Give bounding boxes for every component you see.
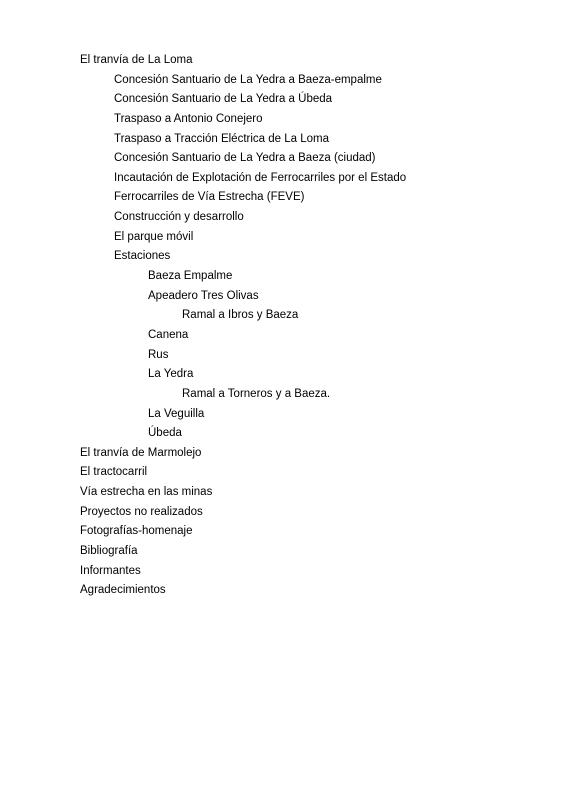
toc-entry-canena: Canena <box>148 328 189 341</box>
toc-entry-tranvia-marmolejo: El tranvía de Marmolejo <box>80 446 202 459</box>
table-of-contents <box>80 51 406 601</box>
toc-entry-agradecimientos: Agradecimientos <box>80 584 166 597</box>
toc-entry-traspaso-antonio-conejero: Traspaso a Antonio Conejero <box>114 112 263 125</box>
toc-entry-ramal-torneros: Ramal a Torneros y a Baeza. <box>182 387 331 400</box>
toc-entry-informantes: Informantes <box>80 564 141 577</box>
toc-entry-apeadero-tres-olivas: Apeadero Tres Olivas <box>148 289 259 302</box>
toc-entry-parque-movil: El parque móvil <box>114 230 194 243</box>
toc-entry-tractocarril: El tractocarril <box>80 466 148 479</box>
toc-entry-rus: Rus <box>148 348 169 361</box>
toc-entry-concesion-ubeda: Concesión Santuario de La Yedra a Úbeda <box>114 93 333 106</box>
toc-entry-fotografias-homenaje: Fotografías-homenaje <box>80 525 193 538</box>
toc-entry-bibliografia: Bibliografía <box>80 545 138 558</box>
toc-entry-incautacion: Incautación de Explotación de Ferrocarriles por el Estado <box>114 171 407 184</box>
toc-entry-feve: Ferrocarriles de Vía Estrecha (FEVE) <box>114 191 305 204</box>
toc-entry-la-yedra: La Yedra <box>148 368 194 381</box>
toc-entry-ramal-ibros: Ramal a Ibros y Baeza <box>182 309 299 322</box>
toc-entry-baeza-empalme: Baeza Empalme <box>148 270 233 283</box>
toc-entry-via-estrecha-minas: Vía estrecha en las minas <box>80 486 213 499</box>
toc-entry-traspaso-traccion-electrica: Traspaso a Tracción Eléctrica de La Loma <box>114 132 329 145</box>
toc-entry-concesion-baeza-ciudad: Concesión Santuario de La Yedra a Baeza (ciudad) <box>114 152 376 165</box>
toc-entry-estaciones: Estaciones <box>114 250 171 263</box>
toc-entry-proyectos-no-realizados: Proyectos no realizados <box>80 505 203 518</box>
toc-entry-ubeda: Úbeda <box>148 427 182 440</box>
toc-entry-tranvia-la-loma: El tranvía de La Loma <box>80 54 193 66</box>
toc-entry-concesion-baeza-empalme: Concesión Santuario de La Yedra a Baeza-empalme <box>114 73 382 86</box>
toc-entry-la-veguilla: La Veguilla <box>148 407 205 420</box>
toc-entry-construccion: Construcción y desarrollo <box>114 211 244 224</box>
